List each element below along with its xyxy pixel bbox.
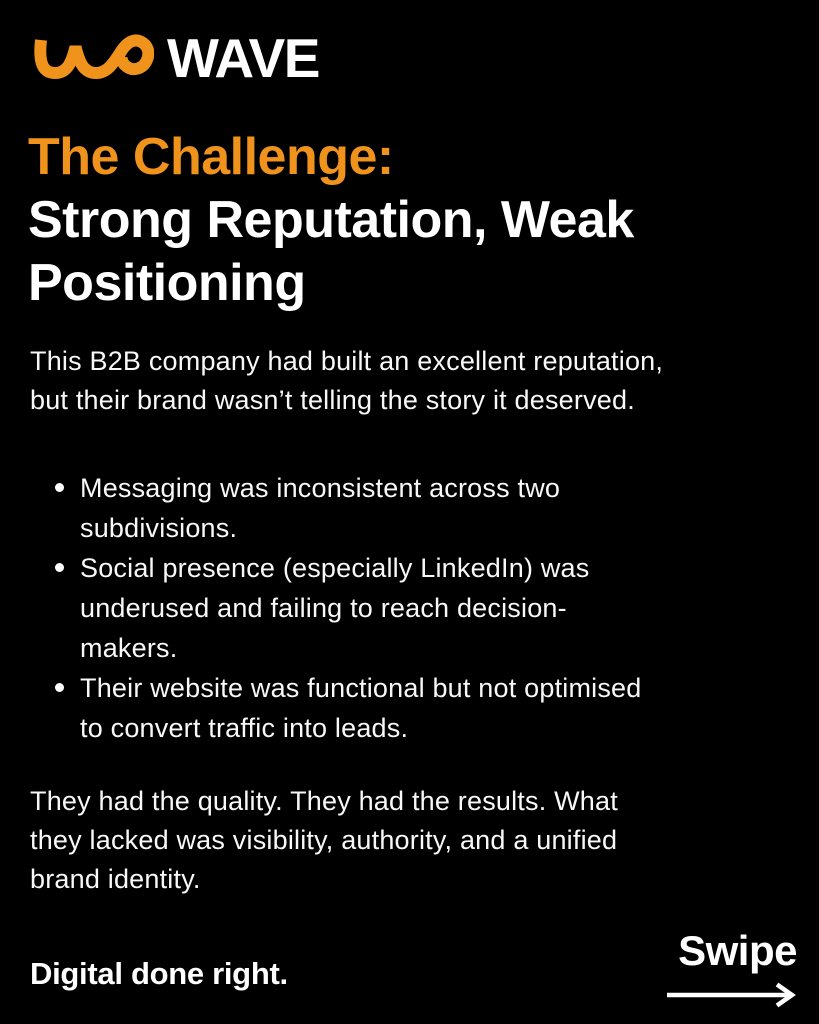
swipe-label: Swipe bbox=[678, 927, 797, 974]
intro-line-1: This B2B company had built an excellent reputation, bbox=[30, 346, 664, 376]
challenge-bullet-list bbox=[30, 468, 642, 748]
challenge-heading bbox=[28, 126, 634, 315]
bullet-item-website bbox=[30, 668, 642, 748]
bullet-line: to convert traffic into leads. bbox=[80, 713, 409, 743]
bullet-line: Social presence (especially LinkedIn) was bbox=[80, 553, 590, 583]
closing-paragraph bbox=[30, 782, 618, 899]
bullet-line: Their website was functional but not optimised bbox=[80, 673, 642, 703]
footer-tagline: Digital done right. bbox=[30, 956, 288, 991]
intro-line-2: but their brand wasn’t telling the story it deserved. bbox=[30, 385, 635, 415]
bullet-item-messaging bbox=[30, 468, 642, 548]
bullet-line: makers. bbox=[80, 633, 178, 663]
swipe-cue[interactable] bbox=[665, 928, 797, 1008]
wave-logo bbox=[30, 27, 319, 89]
bullet-dot-icon bbox=[55, 563, 64, 572]
bullet-line: subdivisions. bbox=[80, 513, 238, 543]
heading-title-line-1: Strong Reputation, Weak bbox=[28, 191, 634, 249]
arrow-right-icon bbox=[665, 982, 797, 1008]
bullet-dot-icon bbox=[55, 683, 64, 692]
bullet-line: underused and failing to reach decision- bbox=[80, 593, 567, 623]
bullet-item-social bbox=[30, 548, 642, 668]
bullet-line: Messaging was inconsistent across two bbox=[80, 473, 561, 503]
closing-line-2: they lacked was visibility, authority, and a unified bbox=[30, 825, 618, 855]
wave-logo-text: WAVE bbox=[167, 27, 319, 89]
bullet-dot-icon bbox=[55, 483, 64, 492]
heading-accent-line: The Challenge: bbox=[28, 128, 394, 186]
closing-line-1: They had the quality. They had the results. What bbox=[30, 786, 618, 816]
wave-icon bbox=[30, 33, 154, 83]
closing-line-3: brand identity. bbox=[30, 864, 201, 894]
heading-title-line-2: Positioning bbox=[28, 254, 306, 312]
intro-paragraph bbox=[30, 342, 663, 420]
